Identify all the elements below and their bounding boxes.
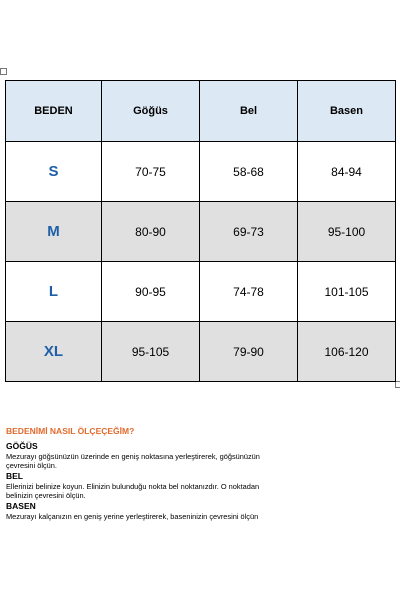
corner-handle-top-left bbox=[0, 68, 7, 75]
header-gogus: Göğüs bbox=[102, 81, 200, 142]
size-label: M bbox=[6, 202, 102, 262]
guide-title: BEDENİMİ NASIL ÖLÇEÇEĞİM? bbox=[6, 426, 135, 436]
table-row bbox=[6, 322, 396, 382]
section-text-gogus: Mezurayı göğsünüzün üzerinde en geniş noktasına yerleştirerek, göğsünüzün çevresini ölçün. bbox=[6, 452, 260, 470]
bel-value: 58-68 bbox=[200, 142, 298, 202]
table-header-row bbox=[6, 81, 396, 142]
section-heading-basen: BASEN bbox=[6, 501, 36, 511]
basen-value: 106-120 bbox=[298, 322, 396, 382]
header-bel: Bel bbox=[200, 81, 298, 142]
size-label: XL bbox=[6, 322, 102, 382]
size-label: S bbox=[6, 142, 102, 202]
measurement-guide bbox=[6, 426, 394, 522]
header-basen: Basen bbox=[298, 81, 396, 142]
gogus-value: 95-105 bbox=[102, 322, 200, 382]
table-row bbox=[6, 262, 396, 322]
section-heading-bel: BEL bbox=[6, 471, 23, 481]
gogus-value: 90-95 bbox=[102, 262, 200, 322]
basen-value: 95-100 bbox=[298, 202, 396, 262]
size-label: L bbox=[6, 262, 102, 322]
section-text-bel: Ellerinizi belinize koyun. Elinizin bulunduğu nokta bel noktanızdır. O noktadan belinizin çevresini ölçün. bbox=[6, 482, 260, 500]
bel-value: 69-73 bbox=[200, 202, 298, 262]
section-heading-gogus: GÖĞÜS bbox=[6, 441, 38, 451]
bel-value: 79-90 bbox=[200, 322, 298, 382]
corner-handle-bottom-right bbox=[395, 381, 400, 388]
section-text-basen: Mezurayı kalçanızın en geniş yerine yerleştirerek, baseninizin çevresini ölçün bbox=[6, 512, 259, 521]
basen-value: 84-94 bbox=[298, 142, 396, 202]
table-row bbox=[6, 142, 396, 202]
header-beden: BEDEN bbox=[6, 81, 102, 142]
basen-value: 101-105 bbox=[298, 262, 396, 322]
table-row bbox=[6, 202, 396, 262]
gogus-value: 70-75 bbox=[102, 142, 200, 202]
gogus-value: 80-90 bbox=[102, 202, 200, 262]
size-chart-table bbox=[5, 80, 396, 382]
bel-value: 74-78 bbox=[200, 262, 298, 322]
